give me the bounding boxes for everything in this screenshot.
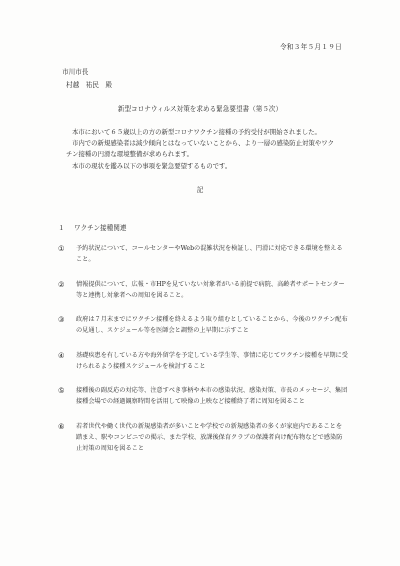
request-item: [58, 385, 348, 407]
item-text: 情報提供について、広報・市HPを見ていない対象者がいる前提で病院、高齢者サポートセンター等と連携し対象者への周知を図ること。: [76, 280, 345, 299]
item-number: ①: [58, 244, 65, 253]
request-item: [58, 314, 348, 336]
intro-paragraph: 市内での新規感染者は減少傾向とはなっていないことから、より一層の感染防止対策やワクチン接種の円滑な環境整備が求められます。: [66, 139, 335, 159]
item-text: 若者世代や働く世代の新規感染者が多いことや学校での新規感染者の多くが家庭内であることを踏まえ、駅やコンビニでの掲示、また学校、放課後保育クラブの保護者向け配布物などで感染防止対策の周知を図ること: [76, 422, 343, 452]
section-title: ワクチン接種関連: [74, 224, 127, 232]
document-title: 新型コロナウィルス対策を求める緊急要望書（第５次）: [117, 105, 283, 113]
item-text: 接種後の副反応の対応等、注意すべき事柄や本市の感染状況、感染対策、市長のメッセージ、集団接種会場での経過観察時間を活用して映像の上映など接種終了者に周知を図ること: [76, 387, 348, 405]
item-number: ④: [58, 350, 65, 360]
section-heading: [58, 222, 126, 232]
document-date: 令和３年５月１９日: [279, 43, 342, 51]
item-number: ②: [58, 279, 65, 289]
intro-paragraph: 本市の現状を鑑み以下の事項を緊急要望するものです。: [72, 161, 232, 170]
item-text: 予約状況について、コールセンターやWebの混雑状況を検証し、円滑に対応できる環境を整えること。: [76, 245, 343, 263]
intro-paragraph: 本市において６５歳以上の方の新型コロナワクチン接種の予約受付が開始されました。: [72, 128, 321, 136]
section-number: １: [58, 224, 65, 232]
item-number: ③: [58, 315, 65, 324]
request-item: [58, 350, 348, 372]
request-item: [58, 243, 348, 265]
ki-heading: 記: [196, 186, 204, 194]
request-item: [58, 279, 348, 301]
intro-paragraphs: [66, 127, 338, 172]
addressee-block: [62, 66, 112, 92]
request-item: [58, 421, 348, 454]
request-items: [58, 243, 348, 467]
item-number: ⑤: [58, 386, 65, 395]
item-text: 基礎疾患を有している方や海外留学を予定している学生等、事情に応じてワクチン接種を早期に受けられるよう接種スケジュールを検討すること: [76, 351, 348, 370]
item-text: 政府は７月末までにワクチン接種を終えるよう取り組むとしていることから、今後のワクチン配布の見通し、スケジュール等を医師会と調整の上早期に示すこと: [76, 316, 348, 334]
item-number: ⑥: [58, 421, 65, 431]
addressee-to: 市川市長: [62, 68, 89, 76]
addressee-name: 村越 祐民 殿: [66, 81, 113, 89]
